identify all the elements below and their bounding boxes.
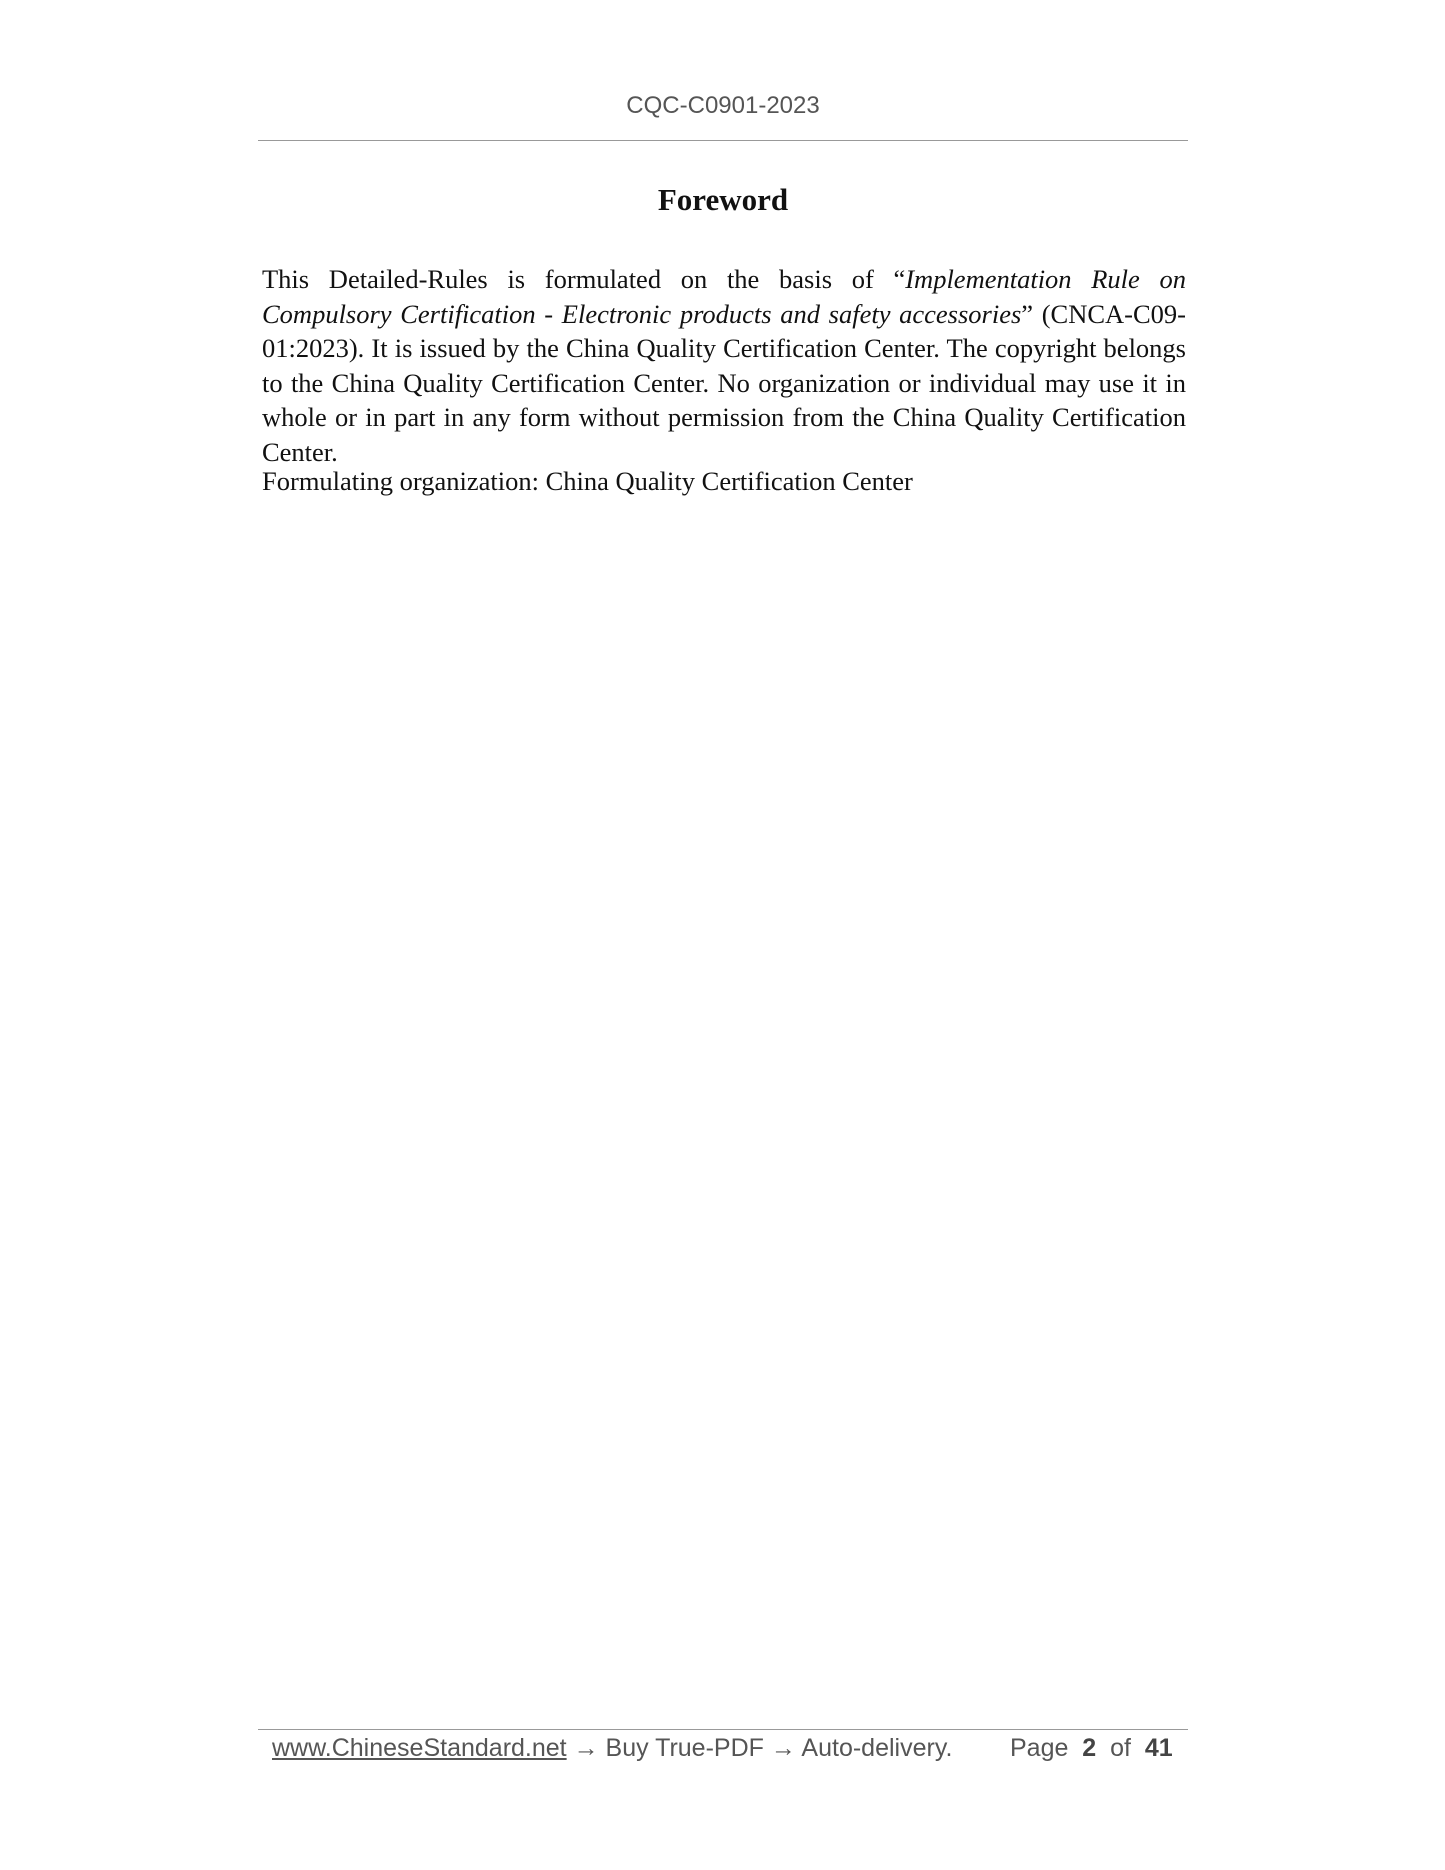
formulating-organization: Formulating organization: China Quality Certification Center (262, 466, 913, 496)
footer-divider (258, 1729, 1188, 1730)
document-code-header: CQC-C0901-2023 (626, 92, 820, 119)
foreword-paragraph (262, 262, 1186, 470)
current-page: 2 (1082, 1734, 1097, 1762)
buy-text: Buy True-PDF (605, 1734, 764, 1762)
header-divider (258, 140, 1188, 141)
page-footer (272, 1734, 1172, 1763)
of-label: of (1110, 1734, 1131, 1762)
page-label: Page (1010, 1734, 1069, 1762)
arrow-icon: → (763, 1734, 802, 1762)
paragraph-text-start: This Detailed-Rules is formulated on the basis of “ (262, 264, 906, 294)
arrow-icon: → (566, 1734, 606, 1762)
paragraph-text-end: ” (CNCA-C09-01:2023). It is issued by the China Quality Certification Center. The copyright belongs to the China Quality Certification Center. No organization or individual may use it in whole or in part in any form without permission from the China Quality Certification Center. (262, 298, 1186, 467)
total-pages: 41 (1144, 1734, 1173, 1762)
site-link[interactable]: www.ChineseStandard.net (272, 1734, 567, 1762)
page-title: Foreword (657, 182, 789, 217)
rule-title-italic: Implementation Rule on Compulsory Certification - Electronic products and safety accessories (262, 264, 1186, 329)
delivery-text: Auto-delivery. (801, 1734, 953, 1762)
page-number (1010, 1734, 1173, 1763)
